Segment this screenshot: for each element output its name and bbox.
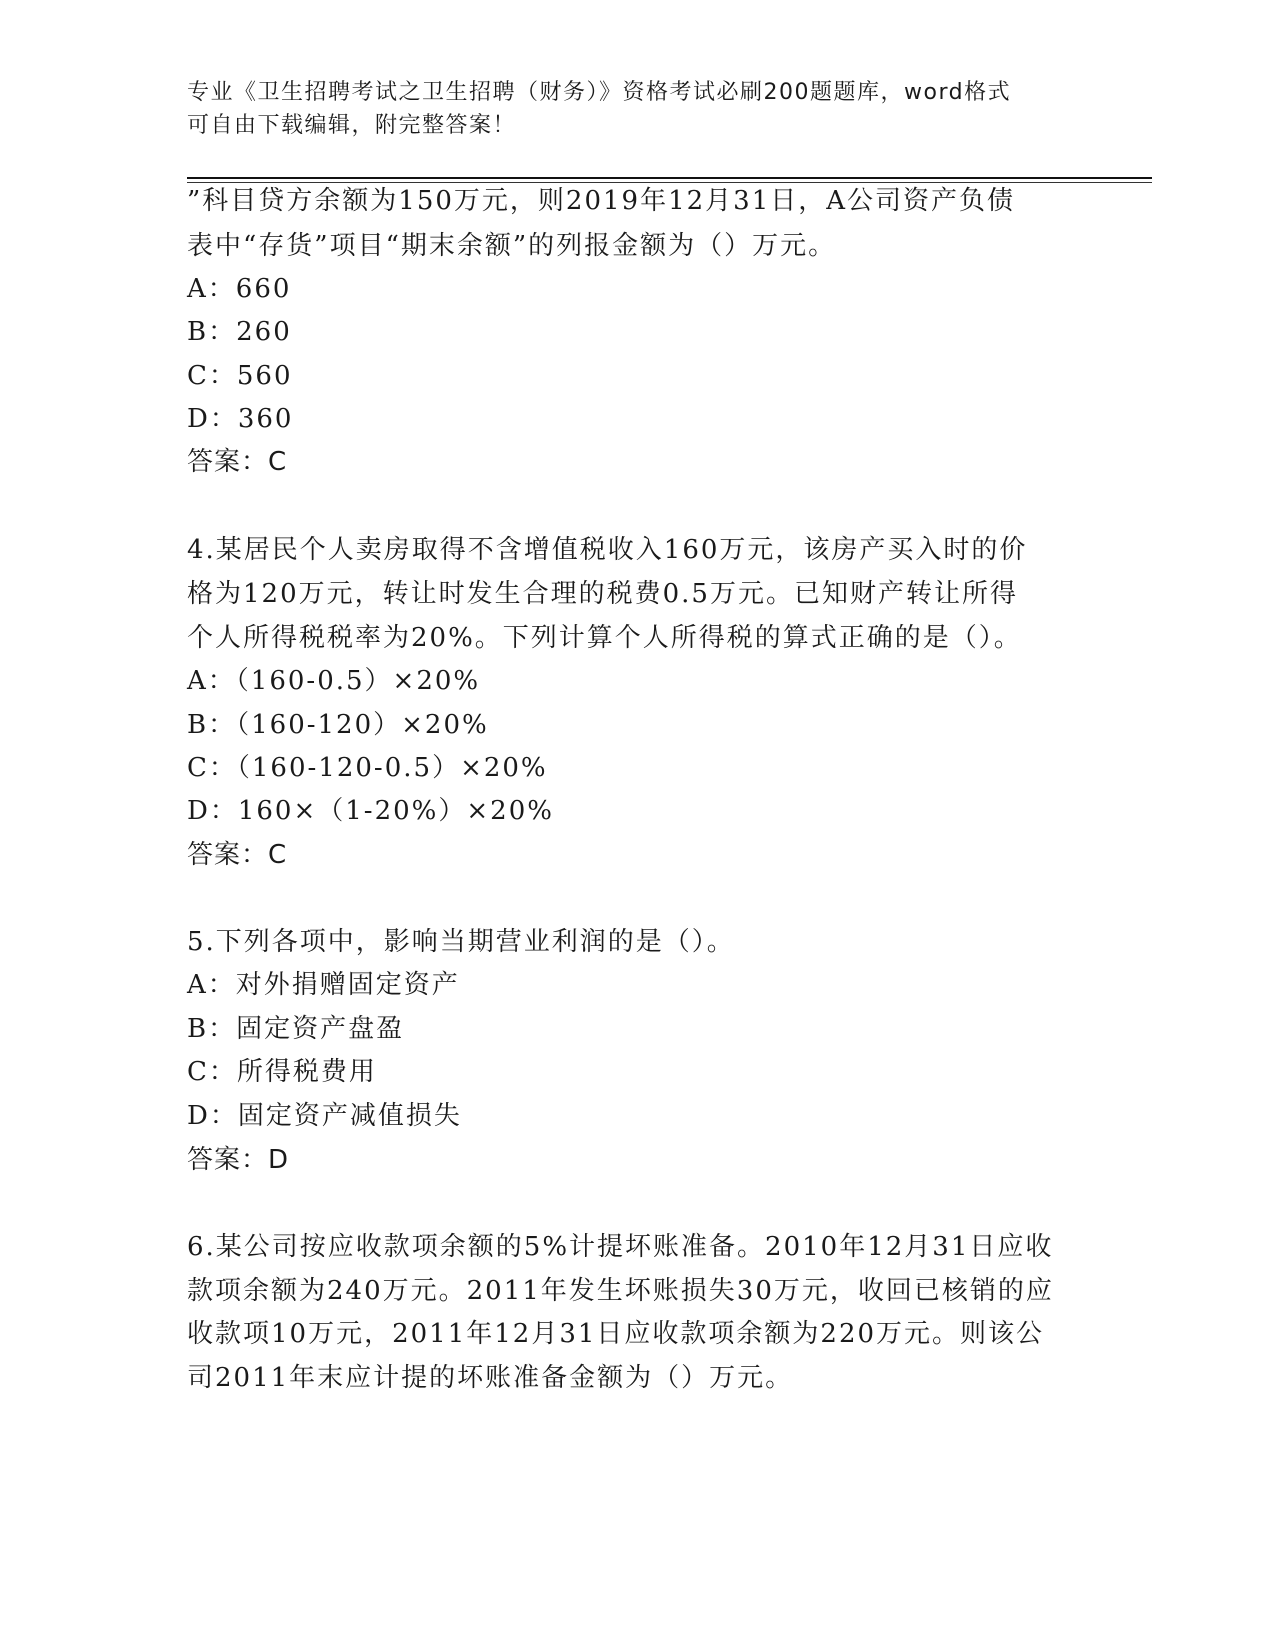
q3-answer: 答案：C [187,447,288,477]
q3-option-a: A：660 [187,274,292,304]
header-title-line-2: 可自由下载编辑，附完整答案！ [187,113,517,138]
q4-stem-line-3: 个人所得税税率为20%。下列计算个人所得税的算式正确的是（）。 [187,623,1022,653]
q3-option-b: B：260 [187,317,292,347]
header-title-line-1: 专业《卫生招聘考试之卫生招聘（财务）》资格考试必刷200题题库，word格式 [187,80,1012,105]
q5-stem-line-1: 5.下列各项中，影响当期营业利润的是（）。 [187,927,735,957]
q3-option-c: C：560 [187,361,293,391]
q5-answer: 答案：D [187,1145,290,1175]
q5-option-a: A：对外捐赠固定资产 [187,970,460,1000]
q6-stem-line-3: 收款项10万元，2011年12月31日应收款项余额为220万元。则该公 [187,1319,1045,1349]
q4-answer: 答案：C [187,840,288,870]
q4-option-b: B：（160-120）×20% [187,710,489,740]
q4-option-a: A：（160-0.5）×20% [187,666,481,696]
q5-option-b: B：固定资产盘盈 [187,1014,405,1044]
header-rule-thick [187,177,1152,179]
q3-stem-line-1: ”科目贷方余额为150万元，则2019年12月31日，A公司资产负债 [187,186,1016,216]
q4-stem-line-2: 格为120万元，转让时发生合理的税费0.5万元。已知财产转让所得 [187,579,1018,609]
document-header [187,76,1067,142]
q4-stem-line-1: 4.某居民个人卖房取得不含增值税收入160万元，该房产买入时的价 [187,535,1028,565]
q6-stem-line-2: 款项余额为240万元。2011年发生坏账损失30万元，收回已核销的应 [187,1276,1054,1306]
q4-option-d: D：160×（1-20%）×20% [187,796,554,826]
q5-option-c: C：所得税费用 [187,1057,377,1087]
q3-option-d: D：360 [187,404,294,434]
q5-option-d: D：固定资产减值损失 [187,1101,462,1131]
q6-stem-line-4: 司2011年末应计提的坏账准备金额为（）万元。 [187,1363,794,1393]
q4-option-c: C：（160-120-0.5）×20% [187,753,548,783]
q6-stem-line-1: 6.某公司按应收款项余额的5%计提坏账准备。2010年12月31日应收 [187,1232,1054,1262]
q3-stem-line-2: 表中“存货”项目“期末余额”的列报金额为（）万元。 [187,231,837,261]
